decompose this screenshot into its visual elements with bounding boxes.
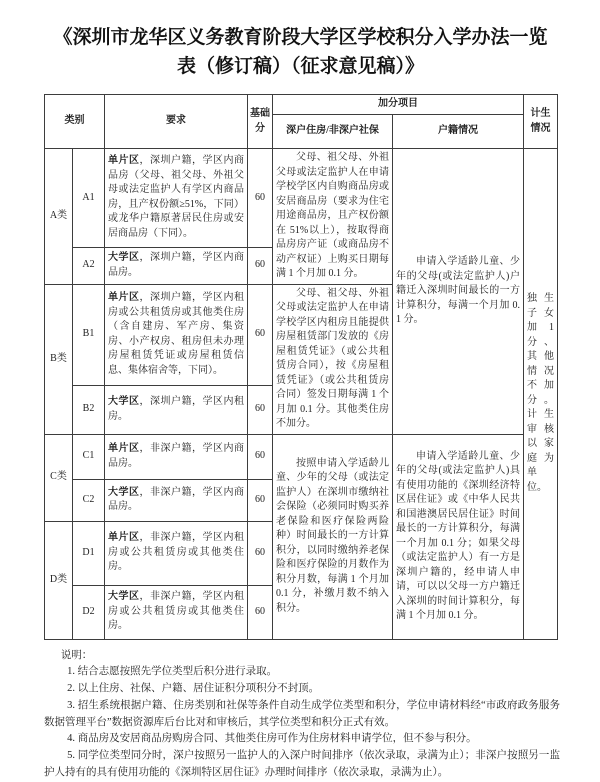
zone-label: 单片区: [108, 532, 140, 544]
zone-label: 大学区: [108, 591, 140, 603]
header-requirement: 要求: [105, 95, 248, 149]
score-cell-d2: 60: [248, 585, 273, 639]
category-cell-d: D类: [45, 521, 73, 639]
note-item-2: 2. 以上住房、社保、户籍、居住证积分项积分不封顶。: [67, 683, 320, 695]
zone-label: 大学区: [108, 396, 140, 408]
requirement-cell-c2: [105, 479, 248, 521]
code-cell-c2: C2: [73, 479, 105, 521]
header-household: 户籍情况: [393, 115, 524, 149]
note-item-1: 1. 结合志愿按照先学位类型后积分进行录取。: [67, 666, 278, 678]
notes-label: 说明：: [60, 649, 93, 661]
household-bonus-cell-cd: 申请入学适龄儿童、少年的父母(或法定监护人)具有使用功能的《深圳经济特区居住证》或《中华人民共和国港澳居民居住证》时间最长的一方计算积分，每满一个月加 0.1 分；如果父母（或法定监护人）有一方是深圳户籍的，经申请人申请，可以以父母一方户籍迁入深圳的时间计算积分，每满 1 个月加 0.1 分。: [393, 434, 524, 639]
score-cell-b2: 60: [248, 385, 273, 434]
header-family-planning: 计生情况: [524, 95, 558, 149]
code-cell-b1: B1: [73, 284, 105, 385]
requirement-cell-d2: [105, 585, 248, 639]
score-cell-a2: 60: [248, 247, 273, 284]
code-cell-c1: C1: [73, 434, 105, 479]
requirement-cell-b2: [105, 385, 248, 434]
requirement-cell-c1: [105, 434, 248, 479]
score-cell-c2: 60: [248, 479, 273, 521]
requirement-cell-a2: [105, 247, 248, 284]
requirement-cell-d1: [105, 521, 248, 585]
page-title: 《深圳市龙华区义务教育阶段大学区学校积分入学办法一览表（修订稿）（征求意见稿）》: [53, 27, 548, 77]
score-cell-c1: 60: [248, 434, 273, 479]
category-cell-b: B类: [45, 284, 73, 434]
zone-label: 单片区: [108, 292, 140, 304]
requirement-text: ，非深户籍，学区内商品房。: [108, 443, 244, 469]
requirement-text: ，深圳户籍，学区内租房或公共租赁房或其他类住房（含自建房、军产房、集资房、小产权房、租房但未办理房屋租赁凭证或房屋租赁信息、集体宿舍等，下同）。: [108, 292, 244, 376]
requirement-text: ，非深户籍，学区内租房或公共租赁房或其他类住房。: [108, 591, 244, 632]
code-cell-d1: D1: [73, 521, 105, 585]
family-planning-cell: 独生子女加 1 分、其他情况不加分。计生审核以家庭为单位。: [524, 149, 558, 640]
zone-label: 大学区: [108, 252, 140, 264]
housing-bonus-cell-b: 父母、祖父母、外祖父母或法定监护人在申请学校学区内租房且能提供房屋租赁部门发放的《房屋租赁凭证》（或公共租赁房合同），按《房屋租赁凭证》（或公共租赁房合同）签发日期每满 1 个月加 0.1 分。其他类住房不加分。: [273, 284, 393, 434]
admission-points-table: [44, 94, 558, 640]
housing-bonus-cell-a: 父母、祖父母、外祖父母或法定监护人在申请学校学区内自购商品房或安居商品房（要求为住宅用途商品房，且产权份额在 51%以上），按取得商品房房产证（或商品房不动产权证）上购买日期每满 1 个月加 0.1 分。: [273, 149, 393, 285]
note-item-5: 5. 同学位类型同分时，深户按照另一监护人的入深户时间排序（依次录取，录满为止）；非深户按照另一监护人持有的具有使用功能的《深圳特区居住证》办理时间排序（依次录取，录满为止）。: [44, 750, 560, 779]
code-cell-a2: A2: [73, 247, 105, 284]
requirement-text: ，深圳户籍，学区内租房。: [108, 396, 244, 422]
category-cell-a: A类: [45, 149, 73, 285]
code-cell-d2: D2: [73, 585, 105, 639]
requirement-cell-b1: [105, 284, 248, 385]
zone-label: 单片区: [108, 443, 140, 454]
requirement-text: ，非深户籍，学区内租房或公共租赁房或其他类住房。: [108, 532, 244, 573]
zone-label: 大学区: [108, 486, 140, 498]
note-item-4: 4. 商品房及安居商品房购房合同、其他类住房可作为住房材料申请学位，但不参与积分。: [67, 733, 477, 745]
household-bonus-cell-ab: 申请入学适龄儿童、少年的父母(或法定监护人)户籍迁入深圳时间最长的一方计算积分，每满一个月加 0.1 分。: [393, 149, 524, 435]
code-cell-b2: B2: [73, 385, 105, 434]
header-housing: 深户住房/非深户社保: [273, 115, 393, 149]
requirement-text: ，深圳户籍，学区内商品房。: [108, 252, 244, 278]
header-bonus-items: 加分项目: [273, 95, 524, 115]
requirement-cell-a1: [105, 149, 248, 248]
note-item-3: 3. 招生系统根据户籍、住房类别和社保等条件自动生成学位类型和积分，学位申请材料经“市政府政务服务数据管理平台”数据资源库后台比对和审核后，其学位类型和积分正式有效。: [44, 699, 560, 728]
category-cell-c: C类: [45, 434, 73, 521]
score-cell-b1: 60: [248, 284, 273, 385]
code-cell-a1: A1: [73, 149, 105, 248]
notes-section: [44, 648, 560, 782]
score-cell-a1: 60: [248, 149, 273, 248]
header-base-score: 基础分: [248, 95, 273, 149]
score-cell-d1: 60: [248, 521, 273, 585]
zone-label: 单片区: [108, 155, 140, 167]
requirement-text: ，非深户籍，学区内商品房。: [108, 486, 244, 512]
requirement-text: ，深圳户籍，学区内商品房（父母、祖父母、外祖父母或法定监护人有学区内商品房，且产权份额≥51%，下同）或龙华户籍原著居民住房或安居商品房（下同）。: [108, 155, 244, 239]
header-category: 类别: [45, 95, 105, 149]
housing-bonus-cell-cd: 按照申请入学适龄儿童、少年的父母（或法定监护人）在深圳市缴纳社会保险（必须同时购买养老保险和医疗保险两险种）时间最长的一方计算积分，以同时缴纳养老保险和医疗保险的月数作为积分月数，每满 1 个月加 0.1 分，补缴月数不纳入积分。: [273, 434, 393, 639]
